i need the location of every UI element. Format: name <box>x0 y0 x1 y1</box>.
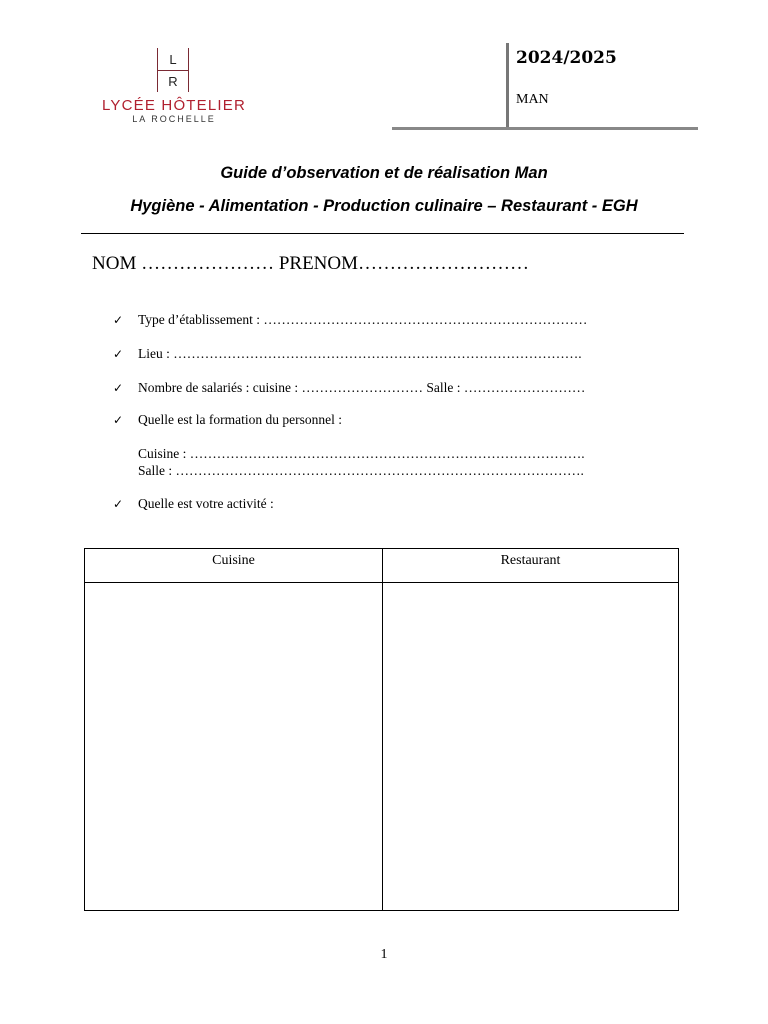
title-divider <box>81 233 684 234</box>
checklist-item-label: Quelle est la formation du personnel : <box>138 412 342 427</box>
check-icon: ✓ <box>113 313 124 327</box>
logo-divider <box>157 70 189 71</box>
logo-city: LA ROCHELLE <box>132 114 216 124</box>
checklist-item <box>113 496 274 512</box>
restaurant-answer-cell[interactable] <box>383 583 679 911</box>
name-field-line: NOM ………………… PRENOM……………………… <box>92 253 530 274</box>
checklist-item-label: Quelle est votre activité : <box>138 496 274 511</box>
formation-salle-line: Salle : ………………………………………………………………………………. <box>138 463 584 478</box>
document-code: MAN <box>516 92 549 107</box>
column-header-restaurant: Restaurant <box>383 549 679 583</box>
checklist-item <box>113 380 585 396</box>
check-icon: ✓ <box>113 413 124 427</box>
checklist-item <box>113 412 342 428</box>
check-icon: ✓ <box>113 381 124 395</box>
logo-letter-bottom: R <box>168 74 178 89</box>
logo-letter-top: L <box>169 52 177 67</box>
checklist-item-label: Lieu : ………………………………………………………………………………. <box>138 346 582 361</box>
table-header-row <box>85 549 679 583</box>
checklist-item <box>113 312 587 328</box>
checklist-item <box>113 346 582 362</box>
document-subtitle: Hygiène - Alimentation - Production culinaire – Restaurant - EGH <box>130 197 638 215</box>
activity-table <box>84 548 679 911</box>
check-icon: ✓ <box>113 497 124 511</box>
logo-monogram <box>154 48 194 92</box>
document-title: Guide d’observation et de réalisation Man <box>220 164 548 182</box>
header-vertical-rule <box>506 43 509 129</box>
column-header-cuisine: Cuisine <box>85 549 383 583</box>
school-year: 2024/2025 <box>516 48 617 68</box>
formation-cuisine-line: Cuisine : ……………………………………………………………………………. <box>138 446 585 461</box>
checklist-item-label: Type d’établissement : ……………………………………………………………… <box>138 312 588 327</box>
table-row <box>85 583 679 911</box>
check-icon: ✓ <box>113 347 124 361</box>
header-horizontal-rule <box>392 127 698 130</box>
logo-school-name: LYCÉE HÔTELIER <box>101 97 247 114</box>
checklist-item-label: Nombre de salariés : cuisine : ……………………… Salle : ……………………… <box>138 380 586 395</box>
school-logo <box>92 44 256 128</box>
page-number: 1 <box>380 947 388 962</box>
cuisine-answer-cell[interactable] <box>85 583 383 911</box>
